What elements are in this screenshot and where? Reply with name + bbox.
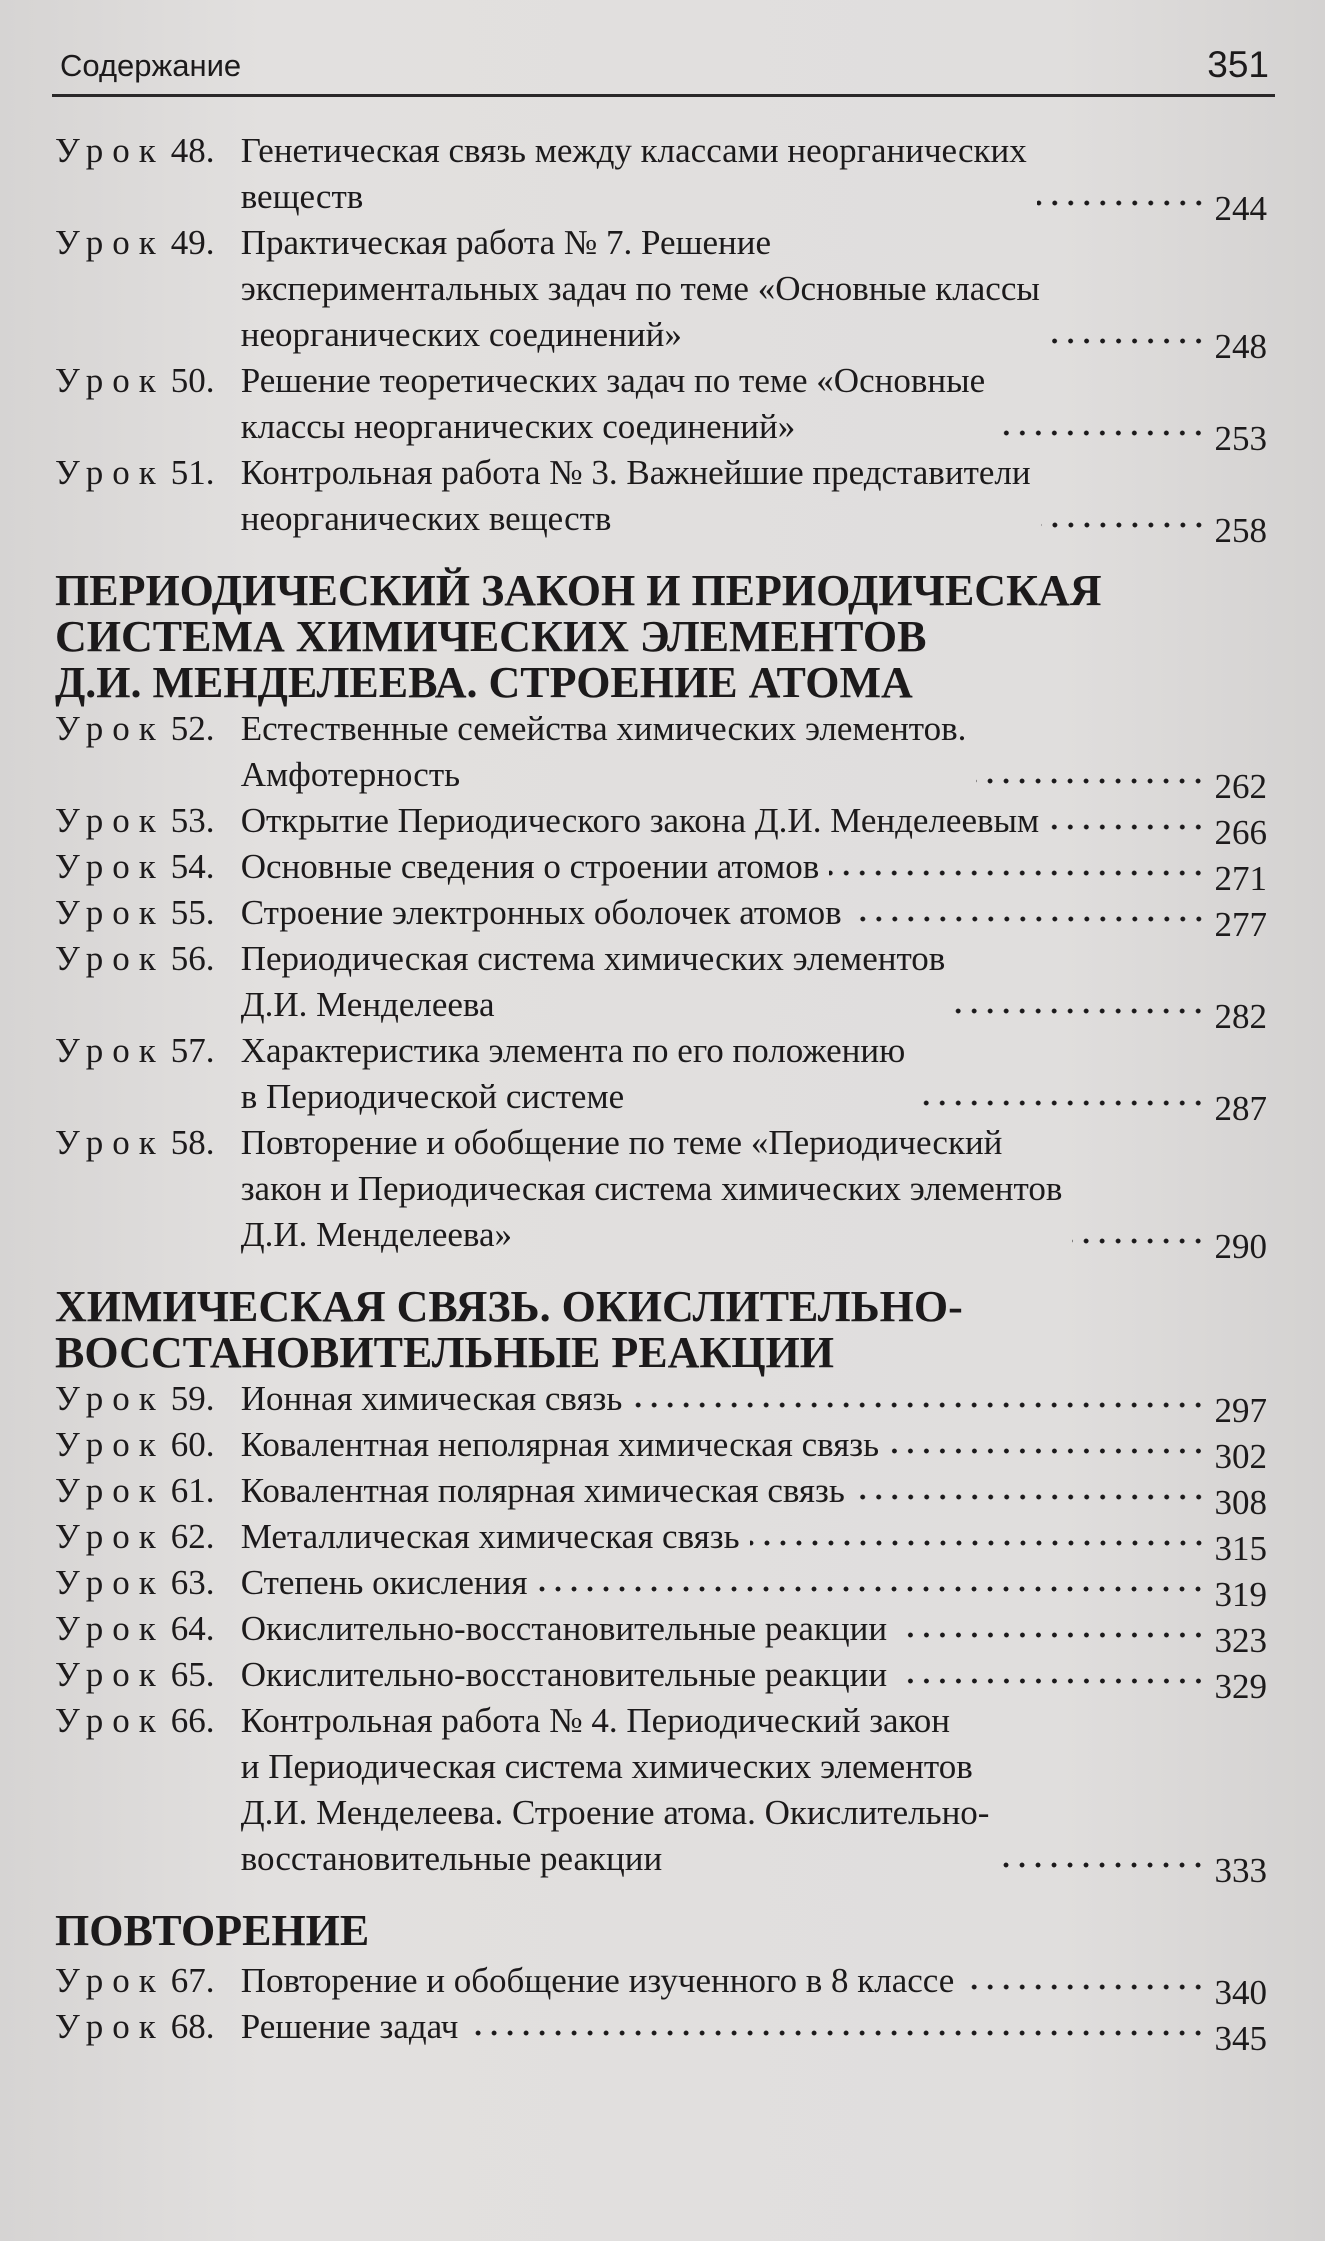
entry-body (240, 358, 1267, 458)
lesson-title: Строение электронных оболочек атомов (240, 893, 842, 932)
lesson-title: Ионная химическая связь (240, 1379, 623, 1418)
lesson-number: 65. (170, 1655, 215, 1694)
toc-entry[interactable] (55, 844, 1267, 898)
lesson-number: 59. (170, 1379, 215, 1418)
toc-entry[interactable] (55, 1468, 1267, 1522)
entry-page-number: 319 (1214, 1575, 1267, 1614)
toc-entry[interactable] (55, 1376, 1267, 1430)
entry-body (240, 890, 1267, 944)
toc-entry[interactable] (55, 1652, 1267, 1706)
lesson-prefix: Урок (55, 131, 165, 170)
lesson-title: Повторение и обобщение изученного в 8 классе (240, 1961, 955, 2000)
page-number: 351 (1207, 44, 1269, 85)
lesson-number: 66. (170, 1701, 215, 1740)
toc-entry[interactable] (55, 890, 1267, 944)
lesson-prefix: Урок (55, 939, 165, 978)
lesson-prefix: Урок (55, 801, 165, 840)
lesson-title: Окислительно-восстановительные реакции (240, 1609, 888, 1648)
entry-body (240, 1422, 1267, 1476)
entry-page-number: 277 (1214, 905, 1267, 944)
lesson-prefix: Урок (55, 709, 165, 748)
dot-leader (897, 1676, 1206, 1686)
lesson-prefix: Урок (55, 1701, 165, 1740)
entry-body (240, 1120, 1267, 1266)
lesson-title: Генетическая связь между классами неорганических веществ (240, 131, 1027, 216)
toc-entry[interactable] (55, 1560, 1267, 1614)
lesson-prefix: Урок (55, 453, 165, 492)
lesson-number: 52. (170, 709, 215, 748)
lesson-number: 58. (170, 1123, 215, 1162)
dot-leader (995, 428, 1206, 438)
lesson-prefix: Урок (55, 361, 165, 400)
entry-page-number: 329 (1214, 1667, 1267, 1706)
lesson-number: 55. (170, 893, 215, 932)
toc-entry[interactable] (55, 798, 1267, 852)
dot-leader (852, 914, 1207, 924)
dot-leader (750, 1538, 1207, 1548)
lesson-title: Ковалентная неполярная химическая связь (240, 1425, 880, 1464)
entry-body (240, 798, 1267, 852)
lesson-prefix: Урок (55, 1655, 165, 1694)
entry-page-number: 333 (1214, 1851, 1267, 1890)
entry-page-number: 287 (1214, 1089, 1267, 1128)
entry-body (240, 1468, 1267, 1522)
lesson-title: Периодическая система химических элементов Д.И. Менделеева (240, 939, 946, 1024)
lesson-number: 50. (170, 361, 215, 400)
lesson-title: Окислительно-восстановительные реакции (240, 1655, 888, 1694)
dot-leader (955, 1006, 1206, 1016)
dot-leader (537, 1584, 1206, 1594)
toc-section (55, 1282, 1267, 1890)
toc-entry[interactable] (55, 706, 1267, 806)
toc-section (55, 128, 1267, 550)
lesson-title: Открытие Периодического закона Д.И. Менделеевым (240, 801, 1040, 840)
entry-body (240, 1652, 1267, 1706)
dot-leader (999, 1860, 1206, 1870)
lesson-number: 56. (170, 939, 215, 978)
entry-page-number: 297 (1214, 1391, 1267, 1430)
lesson-prefix: Урок (55, 1379, 165, 1418)
dot-leader (1050, 336, 1207, 346)
entry-page-number: 282 (1214, 997, 1267, 1036)
lesson-title: Ковалентная полярная химическая связь (240, 1471, 845, 1510)
entry-body (240, 844, 1267, 898)
lesson-title: Контрольная работа № 4. Периодический закон и Периодическая система химических элементов Д.И. Менделеева. Строение атома. Окислительно- восстановительные реакции (240, 1701, 990, 1878)
running-header (52, 36, 1275, 97)
toc-entry[interactable] (55, 1120, 1267, 1266)
lesson-number: 63. (170, 1563, 215, 1602)
lesson-prefix: Урок (55, 1563, 165, 1602)
entry-body (240, 450, 1267, 550)
lesson-title: Решение задач (240, 2007, 459, 2046)
lesson-title: Практическая работа № 7. Решение экспериментальных задач по теме «Основные классы неорганических соединений» (240, 223, 1040, 354)
table-of-contents (55, 128, 1267, 2058)
lesson-title: Естественные семейства химических элементов. Амфотерность (240, 709, 967, 794)
entry-page-number: 340 (1214, 1973, 1267, 2012)
lesson-number: 57. (170, 1031, 215, 1070)
lesson-number: 48. (170, 131, 215, 170)
toc-section (55, 566, 1267, 1266)
dot-leader (829, 868, 1206, 878)
lesson-number: 68. (170, 2007, 215, 2046)
entry-page-number: 266 (1214, 813, 1267, 852)
entry-body (240, 706, 1267, 806)
dot-leader (964, 1982, 1206, 1992)
entry-page-number: 244 (1214, 189, 1267, 228)
toc-entry[interactable] (55, 220, 1267, 366)
lesson-title: Повторение и обобщение по теме «Периодический закон и Периодическая система химических элементов Д.И. Менделеева» (240, 1123, 1063, 1254)
lesson-title: Контрольная работа № 3. Важнейшие представители неорганических веществ (240, 453, 1031, 538)
dot-leader (897, 1630, 1206, 1640)
toc-entry[interactable] (55, 2004, 1267, 2058)
toc-entry[interactable] (55, 450, 1267, 550)
lesson-prefix: Урок (55, 1961, 165, 2000)
dot-leader (976, 776, 1206, 786)
dot-leader (855, 1492, 1207, 1502)
lesson-number: 64. (170, 1609, 215, 1648)
entry-page-number: 258 (1214, 511, 1267, 550)
dot-leader (1072, 1236, 1206, 1246)
lesson-prefix: Урок (55, 847, 165, 886)
entry-page-number: 308 (1214, 1483, 1267, 1522)
dot-leader (889, 1446, 1206, 1456)
lesson-title: Характеристика элемента по его положению в Периодической системе (240, 1031, 906, 1116)
entry-page-number: 302 (1214, 1437, 1267, 1476)
entry-page-number: 315 (1214, 1529, 1267, 1568)
dot-leader (632, 1400, 1206, 1410)
toc-entry[interactable] (55, 1958, 1267, 2012)
entry-page-number: 262 (1214, 767, 1267, 806)
toc-section (55, 1906, 1267, 2058)
lesson-title: Решение теоретических задач по теме «Основные классы неорганических соединений» (240, 361, 986, 446)
entry-body (240, 1028, 1267, 1128)
lesson-number: 67. (170, 1961, 215, 2000)
entry-body (240, 1514, 1267, 1568)
entry-body (240, 2004, 1267, 2058)
entry-page-number: 271 (1214, 859, 1267, 898)
entry-body (240, 1698, 1267, 1890)
lesson-number: 51. (170, 453, 215, 492)
lesson-number: 61. (170, 1471, 215, 1510)
dot-leader (915, 1098, 1206, 1108)
toc-entry[interactable] (55, 358, 1267, 458)
lesson-prefix: Урок (55, 893, 165, 932)
lesson-number: 49. (170, 223, 215, 262)
entry-page-number: 248 (1214, 327, 1267, 366)
section-heading: ПОВТОРЕНИЕ (55, 1906, 370, 1955)
entry-page-number: 345 (1214, 2019, 1267, 2058)
toc-entry[interactable] (55, 1606, 1267, 1660)
toc-entry[interactable] (55, 128, 1267, 228)
running-title: Содержание (60, 48, 242, 83)
entry-body (240, 1376, 1267, 1430)
dot-leader (1037, 198, 1207, 208)
entry-page-number: 253 (1214, 419, 1267, 458)
entry-body (240, 1606, 1267, 1660)
toc-entry[interactable] (55, 936, 1267, 1036)
lesson-title: Степень окисления (240, 1563, 528, 1602)
entry-body (240, 1560, 1267, 1614)
section-heading: ХИМИЧЕСКАЯ СВЯЗЬ. ОКИСЛИТЕЛЬНО- ВОССТАНОВИТЕЛЬНЫЕ РЕАКЦИИ (55, 1282, 963, 1377)
lesson-prefix: Урок (55, 1471, 165, 1510)
lesson-number: 54. (170, 847, 215, 886)
lesson-title: Основные сведения о строении атомов (240, 847, 820, 886)
lesson-prefix: Урок (55, 1609, 165, 1648)
lesson-number: 62. (170, 1517, 215, 1556)
lesson-number: 53. (170, 801, 215, 840)
toc-entry[interactable] (55, 1698, 1267, 1890)
entry-body (240, 1958, 1267, 2012)
dot-leader (1041, 520, 1207, 530)
entry-body (240, 936, 1267, 1036)
entry-page-number: 290 (1214, 1227, 1267, 1266)
lesson-title: Металлическая химическая связь (240, 1517, 740, 1556)
lesson-prefix: Урок (55, 1031, 165, 1070)
entry-page-number: 323 (1214, 1621, 1267, 1660)
toc-entry[interactable] (55, 1514, 1267, 1568)
lesson-prefix: Урок (55, 1123, 165, 1162)
lesson-number: 60. (170, 1425, 215, 1464)
toc-entry[interactable] (55, 1422, 1267, 1476)
dot-leader (468, 2028, 1206, 2038)
section-heading: ПЕРИОДИЧЕСКИЙ ЗАКОН И ПЕРИОДИЧЕСКАЯ СИСТЕМА ХИМИЧЕСКИХ ЭЛЕМЕНТОВ Д.И. МЕНДЕЛЕЕВА. СТРОЕНИЕ АТОМА (55, 566, 1102, 707)
dot-leader (1049, 822, 1206, 832)
lesson-prefix: Урок (55, 1425, 165, 1464)
lesson-prefix: Урок (55, 1517, 165, 1556)
lesson-prefix: Урок (55, 223, 165, 262)
lesson-prefix: Урок (55, 2007, 165, 2046)
entry-body (240, 128, 1267, 228)
entry-body (240, 220, 1267, 366)
toc-entry[interactable] (55, 1028, 1267, 1128)
